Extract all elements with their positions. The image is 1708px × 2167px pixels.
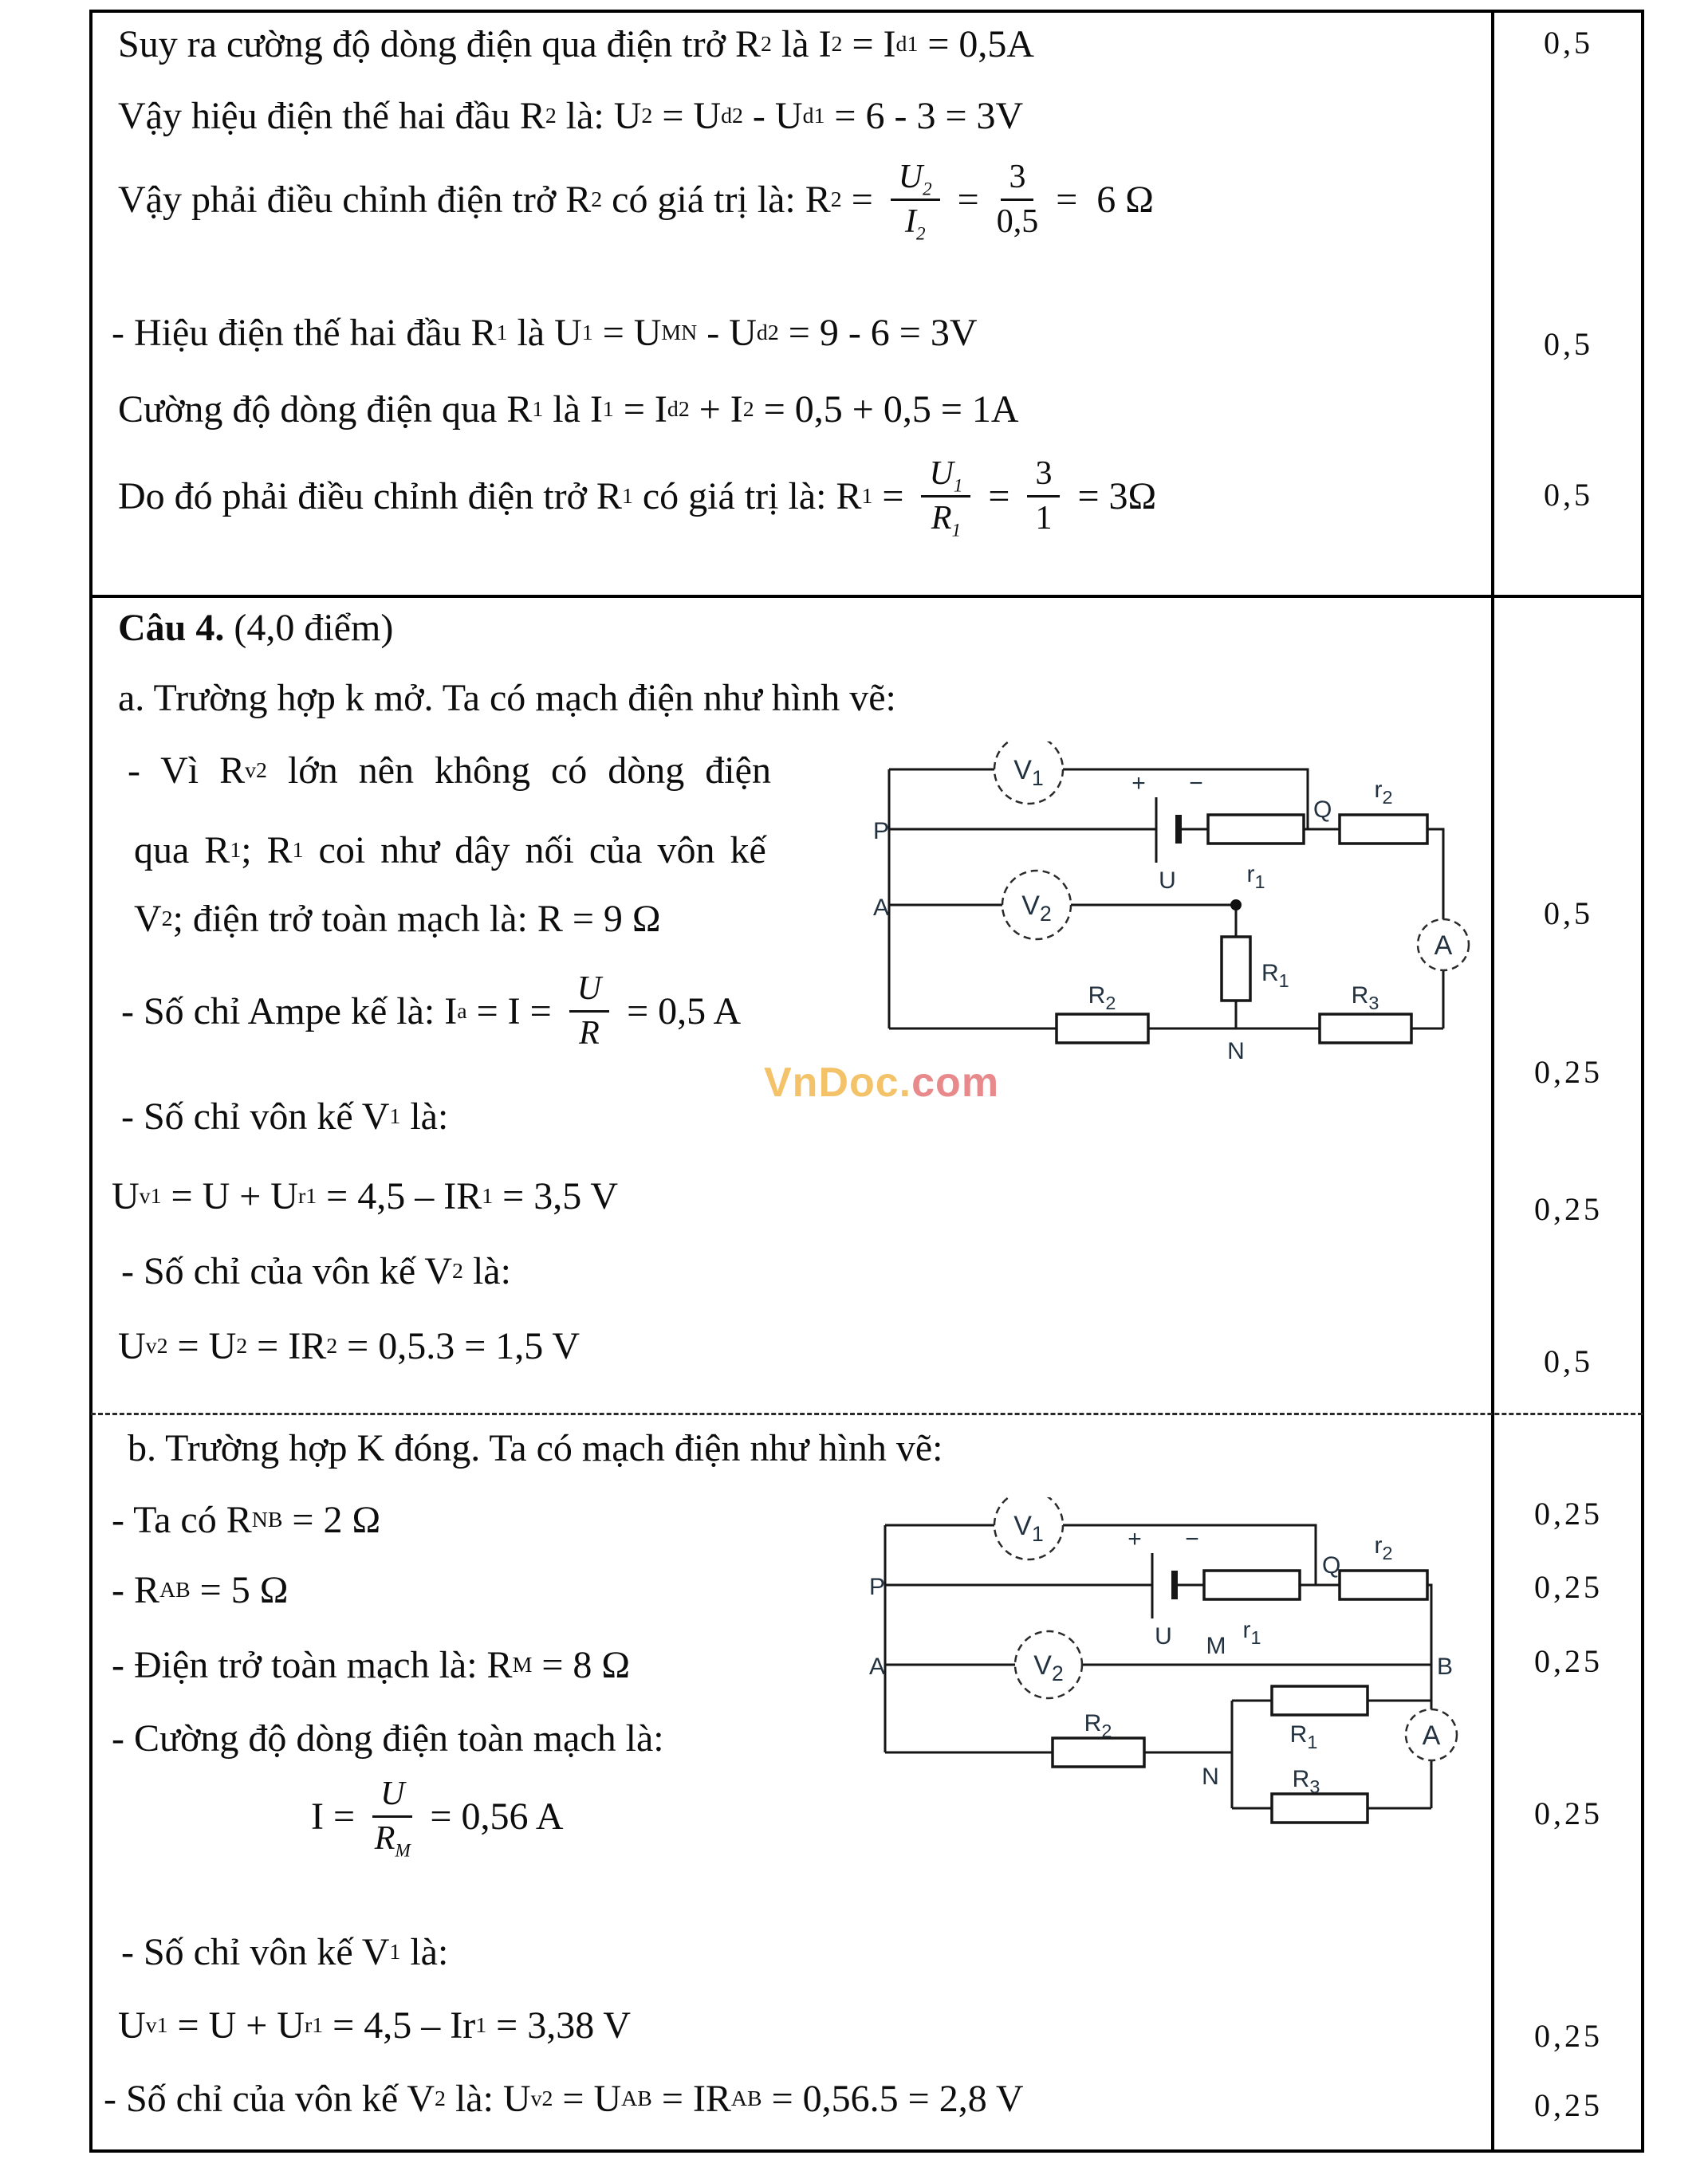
junction-dot bbox=[1230, 899, 1242, 910]
score-value-11: 0,25 bbox=[1534, 1795, 1603, 1831]
resistor-r1-internal bbox=[1208, 815, 1304, 844]
label-R1: $R_1$ bbox=[1261, 960, 1289, 991]
voltmeter-v2-label: $V_2$ bbox=[1033, 1650, 1064, 1685]
ammeter-label: A bbox=[1422, 1721, 1441, 1751]
circuit-diagram-k-open bbox=[873, 741, 1471, 1060]
voltmeter-v1-label: $V_1$ bbox=[1013, 1511, 1044, 1546]
label-r2-internal: $r_2$ bbox=[1374, 1532, 1393, 1563]
node-a-label: A bbox=[869, 1654, 886, 1680]
resistor-R3 bbox=[1272, 1794, 1368, 1823]
node-q-label: Q bbox=[1313, 796, 1332, 823]
cau4-header: Câu 4. (4,0 điểm) bbox=[118, 607, 394, 649]
wires bbox=[885, 1525, 1431, 1808]
v1b-reading-eq: U v1 = U + U r1 = 4,5 – Ir 1 = 3,38 V bbox=[118, 2004, 631, 2047]
label-r1-internal: $r_1$ bbox=[1242, 1617, 1261, 1648]
part-a-b-dashed-divider bbox=[91, 1413, 1643, 1415]
score-value-4: 0,5 bbox=[1544, 895, 1593, 931]
ampere-line: - Số chỉ Ampe kế là: I a = I = $\frac{U}{R}$ = 0,5 A bbox=[121, 970, 742, 1052]
node-q-label: Q bbox=[1322, 1552, 1341, 1579]
v2-reading-eq: U v2 = U 2 = IR 2 = 0,5.3 = 1,5 V bbox=[118, 1325, 580, 1367]
v1b-reading-label: - Số chỉ vôn kế V 1 là: bbox=[121, 1931, 449, 1973]
circuit-diagram-k-closed bbox=[869, 1497, 1459, 1848]
rnb-line: - Ta có R NB = 2 Ω bbox=[112, 1499, 381, 1541]
node-a-label: A bbox=[873, 895, 890, 921]
resistor-R1 bbox=[1272, 1686, 1368, 1715]
part-a-p1: - Vì R v2 lớn nên không có dòng điện bbox=[128, 749, 771, 792]
score-value-13: 0,25 bbox=[1534, 2087, 1603, 2123]
resistor-r2-internal bbox=[1340, 815, 1427, 844]
node-p-label: P bbox=[869, 1574, 886, 1600]
battery-minus-label: − bbox=[1189, 770, 1203, 796]
score-column-divider bbox=[1491, 10, 1494, 2153]
score-value-2: 0,5 bbox=[1544, 326, 1593, 362]
label-R1: $R_1$ bbox=[1289, 1721, 1318, 1752]
label-R3: $R_3$ bbox=[1351, 982, 1379, 1013]
row1-line3: Vậy phải điều chỉnh điện trở R 2 có giá trị là: R 2 = $\frac{U_2}{I_2}$ = $\frac{3}{0,5}$ = 6 Ω bbox=[118, 159, 1154, 244]
row1-line5: Cường độ dòng điện qua R 1 là I 1 = I d2 + I 2 = 0,5 + 0,5 = 1A bbox=[118, 388, 1019, 431]
battery-u-label: U bbox=[1159, 867, 1176, 894]
v2b-reading-eq: - Số chỉ của vôn kế V 2 là: U v2 = U AB = IR AB = 0,56.5 = 2,8 V bbox=[104, 2078, 1024, 2120]
voltmeter-v1-label: $V_1$ bbox=[1013, 755, 1044, 790]
row1-line2: Vậy hiệu điện thế hai đầu R 2 là: U 2 = U d2 - U d1 = 6 - 3 = 3V bbox=[118, 95, 1024, 137]
row1-line1: Suy ra cường độ dòng điện qua điện trở R 2 là I 2 = I d1 = 0,5A bbox=[118, 23, 1035, 65]
resistor-r2-internal bbox=[1340, 1571, 1427, 1599]
part-a-p2: qua R 1 ; R 1 coi như dây nối của vôn kế bbox=[134, 829, 766, 871]
v2-reading-label: - Số chỉ của vôn kế V 2 là: bbox=[121, 1250, 511, 1292]
label-r1-internal: $r_1$ bbox=[1246, 861, 1265, 892]
battery-plus-label: + bbox=[1131, 770, 1146, 796]
v1-reading-eq: U v1 = U + U r1 = 4,5 – IR 1 = 3,5 V bbox=[112, 1175, 619, 1217]
label-R2: $R_2$ bbox=[1088, 982, 1116, 1013]
node-p-label: P bbox=[873, 818, 890, 844]
score-value-5: 0,25 bbox=[1534, 1054, 1603, 1090]
battery-u-label: U bbox=[1155, 1623, 1172, 1650]
label-R3: $R_3$ bbox=[1292, 1766, 1320, 1797]
resistor-R2 bbox=[1053, 1738, 1144, 1767]
node-n-label: N bbox=[1202, 1764, 1219, 1790]
score-value-8: 0,25 bbox=[1534, 1496, 1603, 1532]
node-n-label: N bbox=[1227, 1038, 1245, 1060]
ammeter-label: A bbox=[1434, 930, 1453, 961]
current-intro: - Cường độ dòng điện toàn mạch là: bbox=[112, 1717, 664, 1760]
row-divider bbox=[89, 595, 1644, 598]
resistor-r1-internal bbox=[1204, 1571, 1300, 1599]
rab-line: - R AB = 5 Ω bbox=[112, 1569, 289, 1611]
score-value-12: 0,25 bbox=[1534, 2018, 1603, 2054]
score-value-10: 0,25 bbox=[1534, 1643, 1603, 1679]
voltmeter-v2-label: $V_2$ bbox=[1021, 891, 1052, 926]
label-r2-internal: $r_2$ bbox=[1374, 777, 1393, 808]
node-b-label: B bbox=[1437, 1654, 1454, 1680]
score-value-7: 0,5 bbox=[1544, 1343, 1593, 1379]
watermark-vndoc: VnDoc. bbox=[764, 1060, 912, 1106]
part-b-intro: b. Trường hợp K đóng. Ta có mạch điện như hình vẽ: bbox=[128, 1427, 943, 1469]
battery-plus-label: + bbox=[1128, 1526, 1142, 1552]
part-a-p3: V 2 ; điện trở toàn mạch là: R = 9 Ω bbox=[134, 898, 661, 940]
score-value-3: 0,5 bbox=[1544, 477, 1593, 513]
battery-minus-label: − bbox=[1185, 1526, 1199, 1552]
row1-line4: - Hiệu điện thế hai đầu R 1 là U 1 = U MN - U d2 = 9 - 6 = 3V bbox=[112, 312, 978, 354]
score-value-9: 0,25 bbox=[1534, 1569, 1603, 1605]
watermark bbox=[764, 1059, 999, 1107]
watermark-com: com bbox=[911, 1060, 1000, 1106]
resistor-R3 bbox=[1320, 1014, 1411, 1043]
resistor-R2 bbox=[1057, 1014, 1148, 1043]
v1-reading-label: - Số chỉ vôn kế V 1 là: bbox=[121, 1095, 449, 1138]
resistor-R1 bbox=[1222, 937, 1250, 1001]
rm-line: - Điện trở toàn mạch là: R M = 8 Ω bbox=[112, 1644, 631, 1686]
part-a-intro: a. Trường hợp k mở. Ta có mạch điện như hình vẽ: bbox=[118, 677, 896, 719]
row1-line6: Do đó phải điều chỉnh điện trở R 1 có giá trị là: R 1 = $\frac{U_1}{R_1}$ = $\frac{3}{1}$ = 3Ω bbox=[118, 455, 1157, 541]
score-value-6: 0,25 bbox=[1534, 1191, 1603, 1227]
current-eq: I = $\frac{U}{R_M}$ = 0,56 A bbox=[311, 1776, 564, 1861]
score-value-1: 0,5 bbox=[1544, 25, 1593, 61]
node-m-label: M bbox=[1206, 1633, 1226, 1659]
label-R2: $R_2$ bbox=[1084, 1710, 1112, 1741]
